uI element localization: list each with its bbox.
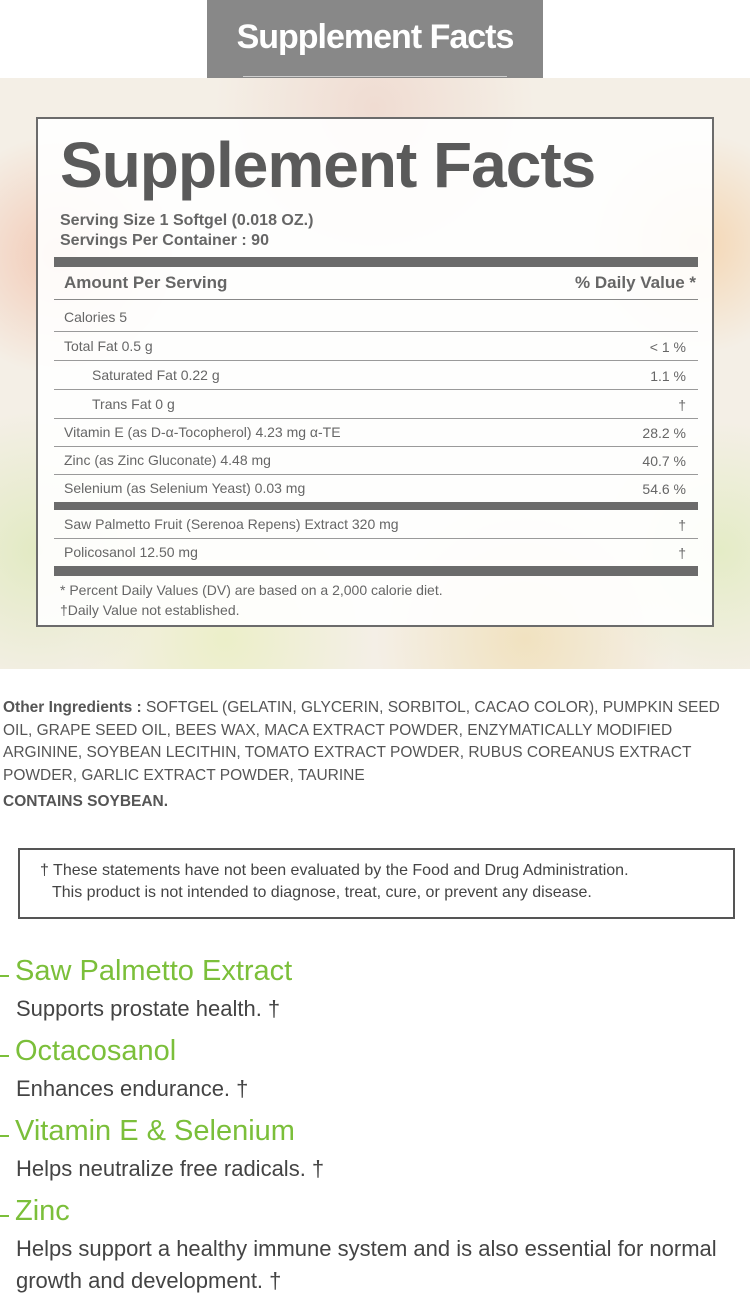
serving-info — [60, 211, 313, 251]
benefit-title: Saw Palmetto Extract — [15, 955, 293, 987]
nutrient-label: Zinc (as Zinc Gluconate) 4.48 mg — [64, 452, 271, 468]
bullet-dash-icon — [0, 1135, 9, 1137]
benefit-description: Supports prostate health. † — [16, 996, 281, 1021]
benefit-description: Helps support a healthy immune system and is also essential for normal growth and development. † — [16, 1236, 717, 1293]
nutrient-value: 40.7 % — [642, 453, 686, 469]
daily-value-header: % Daily Value * — [575, 273, 696, 292]
nutrient-value: 28.2 % — [642, 425, 686, 441]
nutrient-value: † — [678, 545, 686, 561]
supplement-facts-label — [36, 117, 714, 627]
disclaimer-line-1: † These statements have not been evaluated by the Food and Drug Administration. — [40, 862, 629, 879]
daily-value-footnote: * Percent Daily Values (DV) are based on a 2,000 calorie diet. — [60, 582, 443, 598]
nutrient-row — [54, 474, 698, 502]
nutrient-row — [54, 361, 698, 390]
benefit-title: Zinc — [15, 1195, 70, 1227]
nutrient-label: Saw Palmetto Fruit (Serenoa Repens) Extract 320 mg — [64, 516, 399, 532]
nutrient-value: † — [678, 517, 686, 533]
nutrient-value: † — [678, 397, 686, 413]
nutrient-label: Vitamin E (as D-α-Tocopherol) 4.23 mg α-TE — [64, 424, 341, 440]
nutrient-value: 1.1 % — [650, 368, 686, 384]
nutrient-row — [54, 303, 698, 332]
label-divider-middle — [54, 502, 698, 510]
label-divider-top — [54, 257, 698, 267]
label-title: Supplement Facts — [60, 129, 596, 201]
benefit-description: Helps neutralize free radicals. † — [16, 1156, 325, 1181]
nutrient-label: Saturated Fat 0.22 g — [92, 367, 220, 383]
label-divider-bottom — [54, 566, 698, 576]
other-ingredients — [3, 697, 743, 787]
serving-size: Serving Size 1 Softgel (0.018 OZ.) — [60, 212, 314, 229]
nutrient-label: Calories 5 — [64, 309, 128, 325]
amount-per-serving-header: Amount Per Serving — [64, 273, 228, 292]
disclaimer-line-2: This product is not intended to diagnose, treat, cure, or prevent any disease. — [52, 884, 592, 901]
banner-title: Supplement Facts — [236, 18, 514, 56]
benefit-title: Vitamin E & Selenium — [15, 1115, 295, 1147]
bullet-dash-icon — [0, 1055, 9, 1057]
amount-header-row — [54, 267, 698, 300]
nutrient-label: Trans Fat 0 g — [92, 396, 175, 412]
fda-disclaimer-box — [18, 848, 735, 919]
benefit-description: Enhances endurance. † — [16, 1076, 249, 1101]
bullet-dash-icon — [0, 975, 9, 977]
servings-per-container: Servings Per Container : 90 — [60, 232, 269, 249]
nutrient-label: Policosanol 12.50 mg — [64, 544, 198, 560]
nutrient-row — [54, 332, 698, 361]
nutrient-value: 54.6 % — [642, 481, 686, 497]
nutrient-label: Total Fat 0.5 g — [64, 338, 153, 354]
banner-divider — [243, 76, 507, 77]
nutrient-row — [54, 418, 698, 447]
bullet-dash-icon — [0, 1215, 9, 1217]
nutrient-row — [54, 446, 698, 475]
other-ingredients-label: Other Ingredients : — [3, 699, 142, 716]
nutrient-label: Selenium (as Selenium Yeast) 0.03 mg — [64, 480, 306, 496]
nutrient-row — [54, 390, 698, 419]
benefit-title: Octacosanol — [15, 1035, 177, 1067]
nutrient-row — [54, 538, 698, 566]
nutrient-value: < 1 % — [649, 339, 686, 355]
other-ingredients-text: SOFTGEL (GELATIN, GLYCERIN, SORBITOL, CACAO COLOR), PUMPKIN SEED OIL, GRAPE SEED OIL, BEES WAX, MACA EXTRACT POWDER, ENZYMATICALLY MODIFIED ARGININE, SOYBEAN LECITHIN, TOMATO EXTRACT POWDER, RUBUS COREANUS EXTRACT POWDER, GARLIC EXTRACT POWDER, TAURINE — [3, 699, 720, 784]
dagger-footnote: †Daily Value not established. — [60, 602, 240, 618]
allergen-notice: CONTAINS SOYBEAN. — [3, 793, 169, 810]
nutrient-row — [54, 510, 698, 539]
